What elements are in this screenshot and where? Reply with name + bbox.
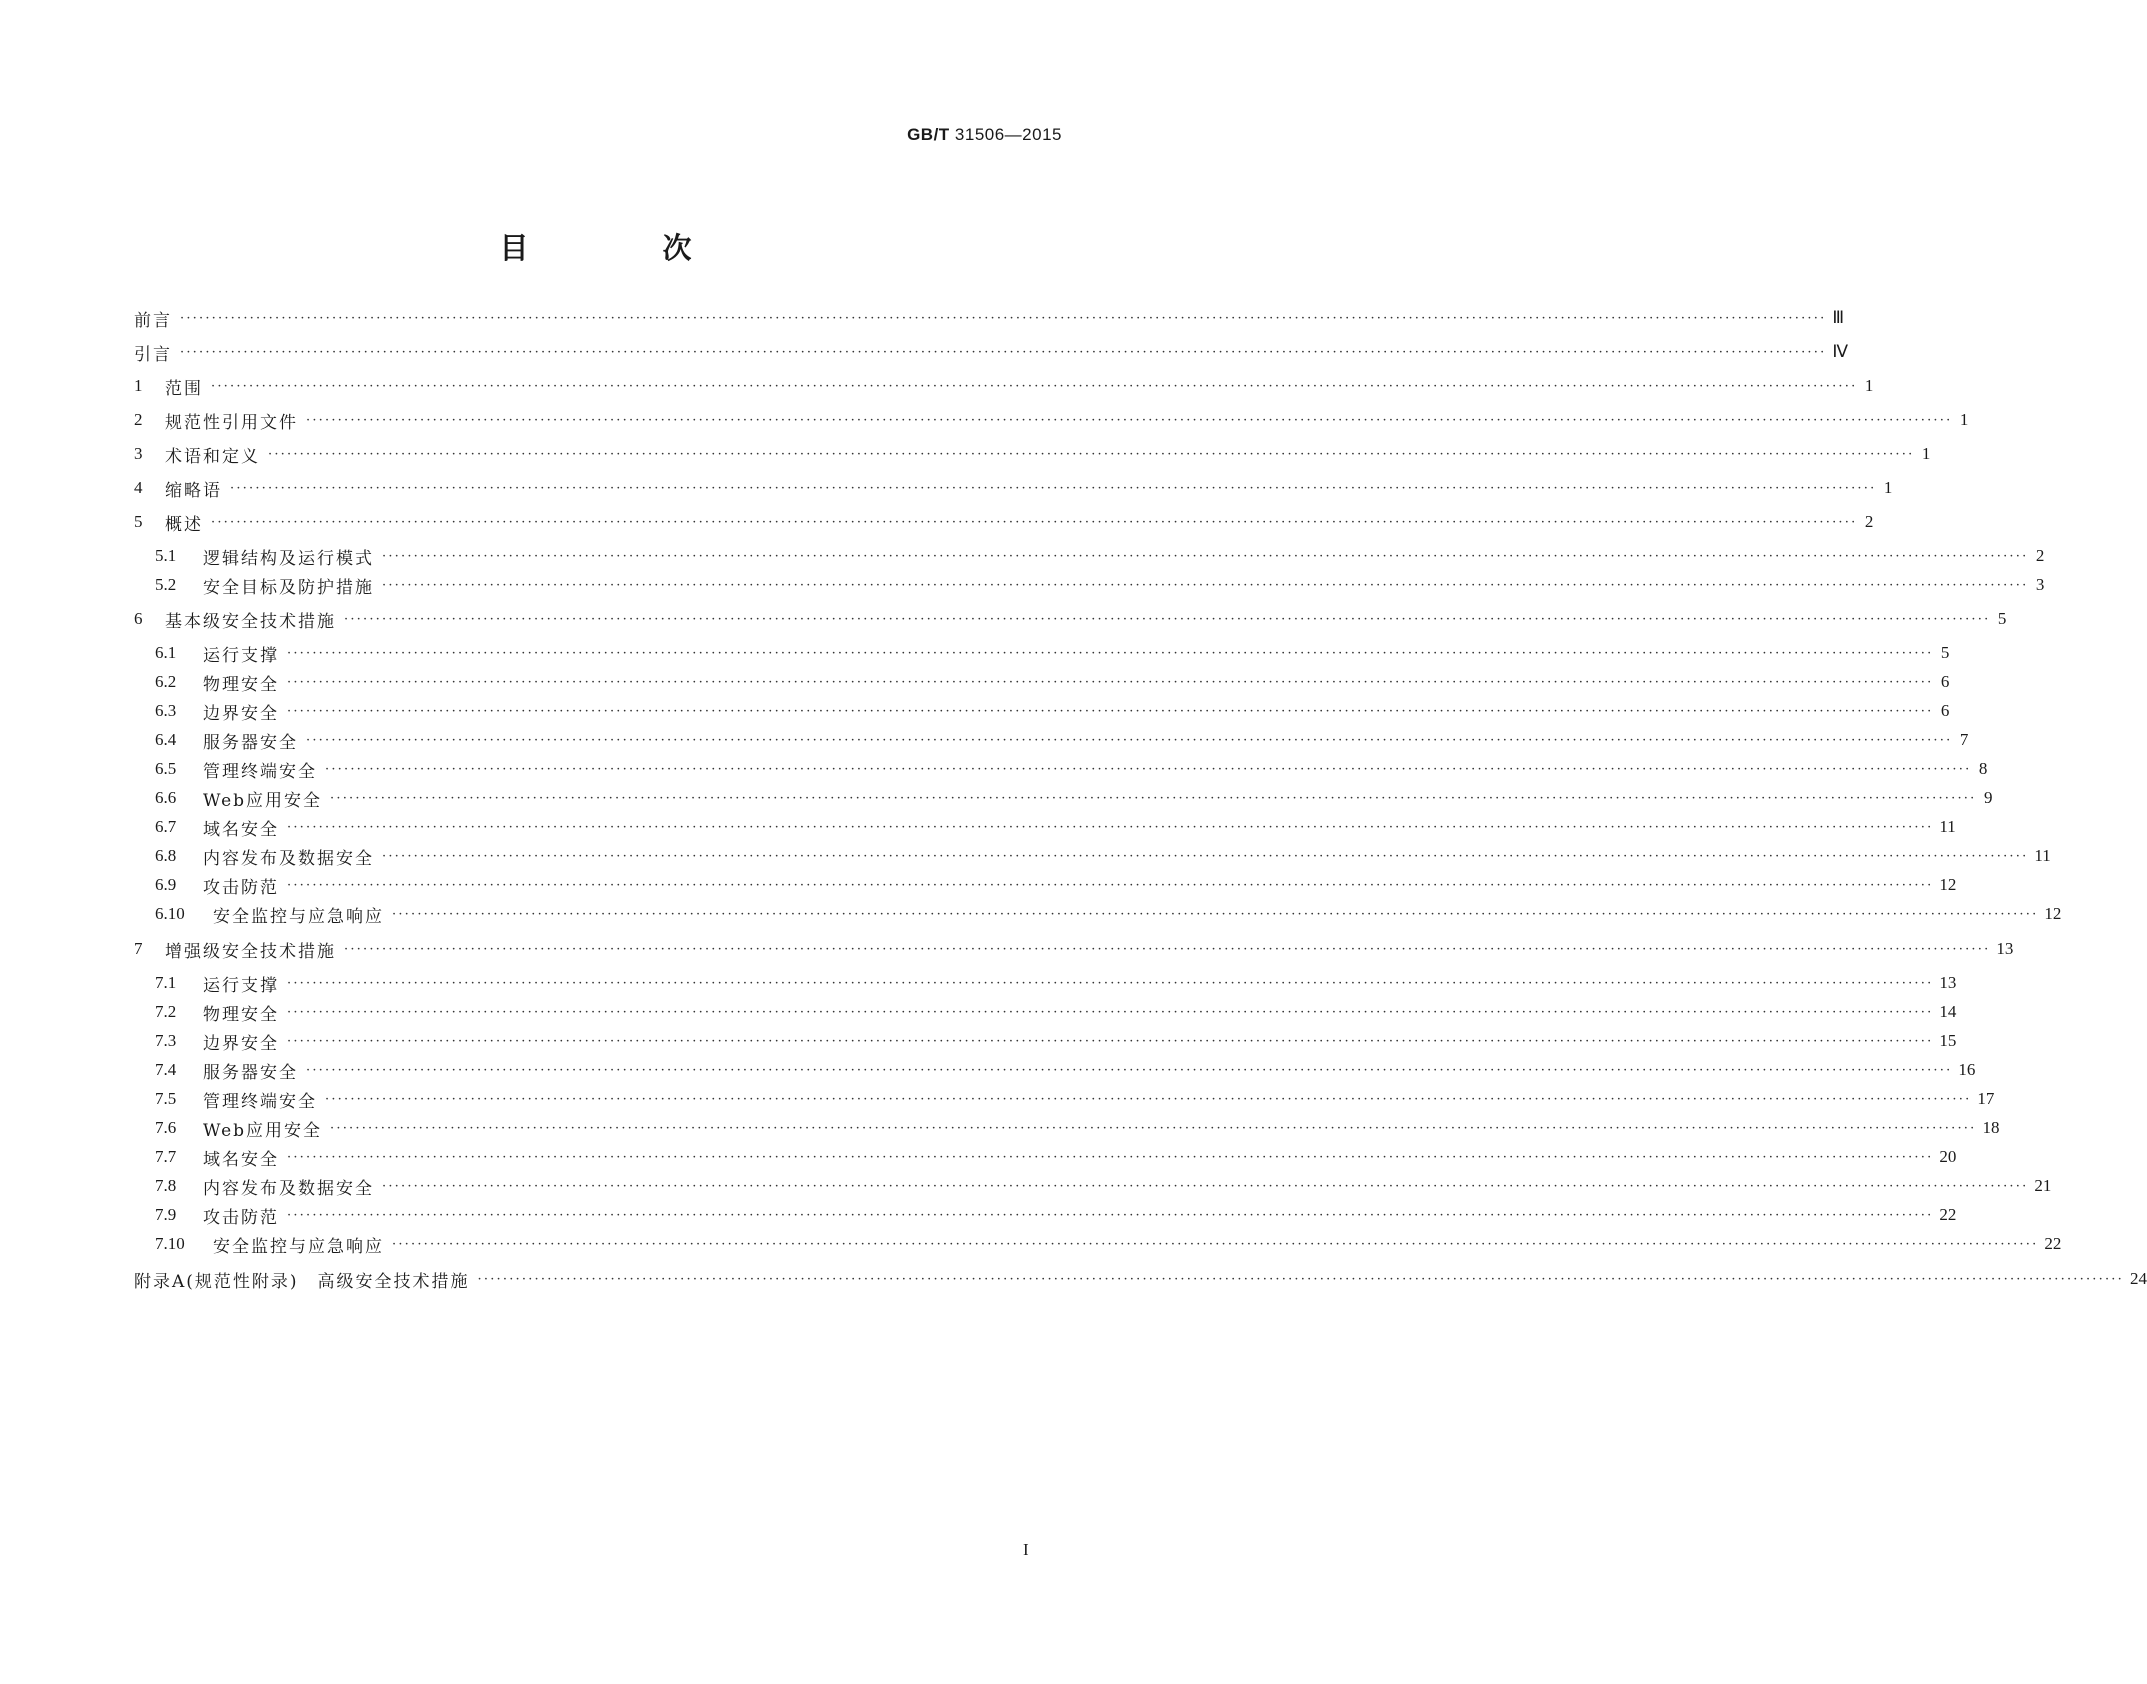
toc-entry[interactable] bbox=[134, 303, 1845, 333]
toc-entry-page: 13 bbox=[1939, 973, 1957, 992]
toc-entry-page: 5 bbox=[1940, 643, 1950, 662]
toc-entry-number: 5.1 bbox=[155, 546, 177, 565]
toc-entry-number: 7.3 bbox=[155, 1031, 177, 1050]
toc-entry-page: 20 bbox=[1939, 1147, 1957, 1166]
toc-entry-page: 15 bbox=[1939, 1031, 1957, 1050]
toc-leader-dots: ···································································································································································································································································· bbox=[330, 790, 1977, 806]
standard-prefix: GB/T bbox=[907, 125, 950, 144]
toc-entry[interactable] bbox=[155, 870, 1957, 900]
toc-entry-number: 3 bbox=[134, 444, 143, 463]
toc-entry-page: 18 bbox=[1982, 1118, 2000, 1137]
toc-entry-page: 22 bbox=[1939, 1205, 1957, 1224]
toc-entry-page: 16 bbox=[1958, 1060, 1976, 1079]
toc-entry-page: 1 bbox=[1959, 410, 1969, 429]
toc-leader-dots: ···································································································································································································································································· bbox=[230, 480, 1877, 496]
toc-entry[interactable] bbox=[155, 1171, 2052, 1201]
toc-entry-title: 附录A(规范性附录) 高级安全技术措施 bbox=[134, 1271, 470, 1292]
toc-entry-number: 6.8 bbox=[155, 846, 177, 865]
toc-entry-title: 范围 bbox=[165, 378, 203, 399]
toc-entry-number: 6.1 bbox=[155, 643, 177, 662]
toc-entry-number: 7.5 bbox=[155, 1089, 177, 1108]
toc-entry-number: 7.1 bbox=[155, 973, 177, 992]
toc-entry-page: 6 bbox=[1940, 672, 1950, 691]
toc-entry-title: 物理安全 bbox=[203, 674, 279, 695]
toc-entry-number: 7 bbox=[134, 939, 143, 958]
toc-entry-page: Ⅲ bbox=[1832, 308, 1845, 327]
toc-leader-dots: ···································································································································································································································································· bbox=[287, 975, 1934, 991]
toc-entry-title: 增强级安全技术措施 bbox=[165, 941, 336, 962]
toc-entry-page: 1 bbox=[1864, 376, 1874, 395]
toc-entry-page: 14 bbox=[1939, 1002, 1957, 1021]
toc-entry-title: 管理终端安全 bbox=[203, 1091, 317, 1112]
toc-entry-page: 9 bbox=[1983, 788, 1993, 807]
toc-entry-number: 7.10 bbox=[155, 1234, 185, 1253]
toc-entry[interactable] bbox=[134, 604, 2007, 634]
toc-leader-dots: ···································································································································································································································································· bbox=[287, 703, 1934, 719]
toc-leader-dots: ···································································································································································································································································· bbox=[211, 378, 1858, 394]
toc-leader-dots: ···································································································································································································································································· bbox=[287, 1033, 1934, 1049]
toc-entry-page: 6 bbox=[1940, 701, 1950, 720]
toc-entry-page: 21 bbox=[2034, 1176, 2052, 1195]
toc-entry-title: 物理安全 bbox=[203, 1004, 279, 1025]
toc-entry-number: 6.10 bbox=[155, 904, 185, 923]
toc-entry-title: 攻击防范 bbox=[203, 1207, 279, 1228]
toc-entry[interactable] bbox=[134, 1264, 2147, 1294]
toc-entry[interactable] bbox=[155, 754, 1988, 784]
toc-leader-dots: ···································································································································································································································································· bbox=[306, 412, 1953, 428]
toc-entry-title: 服务器安全 bbox=[203, 732, 298, 753]
toc-entry-title: 安全监控与应急响应 bbox=[213, 906, 384, 927]
toc-entry[interactable] bbox=[155, 570, 2045, 600]
toc-entry[interactable] bbox=[155, 541, 2045, 571]
toc-entry-title: 内容发布及数据安全 bbox=[203, 848, 374, 869]
toc-entry[interactable] bbox=[134, 473, 1893, 503]
toc-leader-dots: ···································································································································································································································································· bbox=[382, 548, 2029, 564]
toc-entry-number: 5 bbox=[134, 512, 143, 531]
toc-entry-page: 12 bbox=[2044, 904, 2062, 923]
toc-entry[interactable] bbox=[134, 439, 1931, 469]
toc-entry-number: 1 bbox=[134, 376, 143, 395]
toc-entry-page: 8 bbox=[1978, 759, 1988, 778]
toc-entry-number: 4 bbox=[134, 478, 143, 497]
toc-entry-page: 1 bbox=[1921, 444, 1931, 463]
toc-entry[interactable] bbox=[155, 812, 1956, 842]
toc-entry[interactable] bbox=[155, 783, 1993, 813]
toc-entry-page: 7 bbox=[1959, 730, 1969, 749]
toc-entry-page: Ⅳ bbox=[1832, 342, 1849, 361]
toc-leader-dots: ···································································································································································································································································· bbox=[392, 906, 2039, 922]
toc-leader-dots: ···································································································································································································································································· bbox=[330, 1120, 1977, 1136]
toc-entry-number: 6.5 bbox=[155, 759, 177, 778]
toc-entry-page: 22 bbox=[2044, 1234, 2062, 1253]
toc-entry-number: 6.2 bbox=[155, 672, 177, 691]
toc-leader-dots: ···································································································································································································································································· bbox=[306, 1062, 1953, 1078]
toc-leader-dots: ···································································································································································································································································· bbox=[287, 645, 1934, 661]
toc-entry[interactable] bbox=[134, 371, 1874, 401]
toc-entry-page: 2 bbox=[2035, 546, 2045, 565]
toc-entry-title: 概述 bbox=[165, 514, 203, 535]
toc-entry-title: 前言 bbox=[134, 310, 172, 331]
toc-entry-page: 12 bbox=[1939, 875, 1957, 894]
toc-entry-number: 5.2 bbox=[155, 575, 177, 594]
toc-entry-page: 11 bbox=[2034, 846, 2051, 865]
toc-leader-dots: ···································································································································································································································································· bbox=[344, 611, 1991, 627]
toc-entry[interactable] bbox=[155, 1055, 1976, 1085]
toc-leader-dots: ···································································································································································································································································· bbox=[287, 1207, 1934, 1223]
toc-entry[interactable] bbox=[134, 337, 1849, 367]
toc-entry-title: Web应用安全 bbox=[203, 1120, 323, 1141]
toc-entry-number: 6.6 bbox=[155, 788, 177, 807]
toc-entry-page: 2 bbox=[1864, 512, 1874, 531]
footer-page-number: I bbox=[1023, 1540, 1029, 1559]
toc-leader-dots: ···································································································································································································································································· bbox=[180, 344, 1827, 360]
toc-entry[interactable] bbox=[155, 667, 1950, 697]
toc-leader-dots: ···································································································································································································································································· bbox=[306, 732, 1953, 748]
toc-entry-page: 24 bbox=[2129, 1269, 2147, 1288]
toc-entry[interactable] bbox=[134, 405, 1969, 435]
toc-entry-title: 服务器安全 bbox=[203, 1062, 298, 1083]
toc-leader-dots: ···································································································································································································································································· bbox=[180, 310, 1827, 326]
toc-entry-title: 缩略语 bbox=[165, 480, 222, 501]
toc-entry-number: 2 bbox=[134, 410, 143, 429]
toc-entry-number: 7.6 bbox=[155, 1118, 177, 1137]
toc-entry[interactable] bbox=[155, 1229, 2062, 1259]
toc-entry-title: 边界安全 bbox=[203, 703, 279, 724]
page-title: 目 次 bbox=[499, 231, 754, 265]
toc-entry-title: 域名安全 bbox=[203, 1149, 279, 1170]
toc-entry[interactable] bbox=[134, 507, 1874, 537]
toc-leader-dots: ···································································································································································································································································· bbox=[477, 1271, 2124, 1287]
toc-entry-title: 规范性引用文件 bbox=[165, 412, 298, 433]
toc-entry[interactable] bbox=[155, 696, 1950, 726]
standard-code: 31506—2015 bbox=[954, 125, 1062, 144]
toc-entry-title: 引言 bbox=[134, 344, 172, 365]
toc-entry-number: 6.4 bbox=[155, 730, 177, 749]
toc-entry[interactable] bbox=[134, 934, 2014, 964]
toc-entry-number: 7.9 bbox=[155, 1205, 177, 1224]
toc-entry-title: 内容发布及数据安全 bbox=[203, 1178, 374, 1199]
toc-leader-dots: ···································································································································································································································································· bbox=[382, 577, 2029, 593]
toc-entry-number: 7.4 bbox=[155, 1060, 177, 1079]
toc-entry-title: 术语和定义 bbox=[165, 446, 260, 467]
toc-leader-dots: ···································································································································································································································································· bbox=[344, 941, 1991, 957]
toc-leader-dots: ···································································································································································································································································· bbox=[382, 1178, 2029, 1194]
toc-entry[interactable] bbox=[155, 1113, 2000, 1143]
toc-leader-dots: ···································································································································································································································································· bbox=[287, 674, 1934, 690]
toc-entry-page: 17 bbox=[1977, 1089, 1995, 1108]
toc-entry-title: 边界安全 bbox=[203, 1033, 279, 1054]
toc-entry-title: 管理终端安全 bbox=[203, 761, 317, 782]
toc-entry-title: Web应用安全 bbox=[203, 790, 323, 811]
toc-entry[interactable] bbox=[155, 725, 1969, 755]
toc-entry[interactable] bbox=[155, 638, 1950, 668]
toc-leader-dots: ···································································································································································································································································· bbox=[287, 1149, 1934, 1165]
toc-entry-number: 6.7 bbox=[155, 817, 177, 836]
toc-entry[interactable] bbox=[155, 899, 2062, 929]
toc-leader-dots: ···································································································································································································································································· bbox=[287, 1004, 1934, 1020]
toc-entry[interactable] bbox=[155, 997, 1957, 1027]
toc-leader-dots: ···································································································································································································································································· bbox=[325, 1091, 1972, 1107]
toc-leader-dots: ···································································································································································································································································· bbox=[382, 848, 2029, 864]
toc-entry-title: 攻击防范 bbox=[203, 877, 279, 898]
toc-entry-page: 1 bbox=[1883, 478, 1893, 497]
toc-entry-page: 3 bbox=[2035, 575, 2045, 594]
toc-entry[interactable] bbox=[155, 1142, 1957, 1172]
toc-leader-dots: ···································································································································································································································································· bbox=[268, 446, 1915, 462]
toc-entry[interactable] bbox=[155, 841, 2051, 871]
toc-leader-dots: ···································································································································································································································································· bbox=[287, 877, 1934, 893]
toc-entry-title: 逻辑结构及运行模式 bbox=[203, 548, 374, 569]
toc-entry-title: 运行支撑 bbox=[203, 645, 279, 666]
toc-entry-title: 运行支撑 bbox=[203, 975, 279, 996]
toc-leader-dots: ···································································································································································································································································· bbox=[211, 514, 1858, 530]
toc-leader-dots: ···································································································································································································································································· bbox=[287, 819, 1934, 835]
toc-entry-number: 7.2 bbox=[155, 1002, 177, 1021]
toc-entry-number: 6 bbox=[134, 609, 143, 628]
toc-entry-number: 7.8 bbox=[155, 1176, 177, 1195]
toc-entry-title: 域名安全 bbox=[203, 819, 279, 840]
toc-entry-title: 基本级安全技术措施 bbox=[165, 611, 336, 632]
toc-entry[interactable] bbox=[155, 1084, 1995, 1114]
toc-entry-number: 6.3 bbox=[155, 701, 177, 720]
toc-entry-title: 安全监控与应急响应 bbox=[213, 1236, 384, 1257]
toc-entry[interactable] bbox=[155, 968, 1957, 998]
toc-entry[interactable] bbox=[155, 1200, 1957, 1230]
toc-entry-number: 6.9 bbox=[155, 875, 177, 894]
toc-entry-page: 11 bbox=[1939, 817, 1956, 836]
toc-entry-page: 13 bbox=[1996, 939, 2014, 958]
standard-number bbox=[907, 125, 1062, 145]
toc-entry[interactable] bbox=[155, 1026, 1957, 1056]
toc-leader-dots: ···································································································································································································································································· bbox=[325, 761, 1972, 777]
toc-entry-number: 7.7 bbox=[155, 1147, 177, 1166]
toc-entry-title: 安全目标及防护措施 bbox=[203, 577, 374, 598]
toc-leader-dots: ···································································································································································································································································· bbox=[392, 1236, 2039, 1252]
toc-entry-page: 5 bbox=[1997, 609, 2007, 628]
